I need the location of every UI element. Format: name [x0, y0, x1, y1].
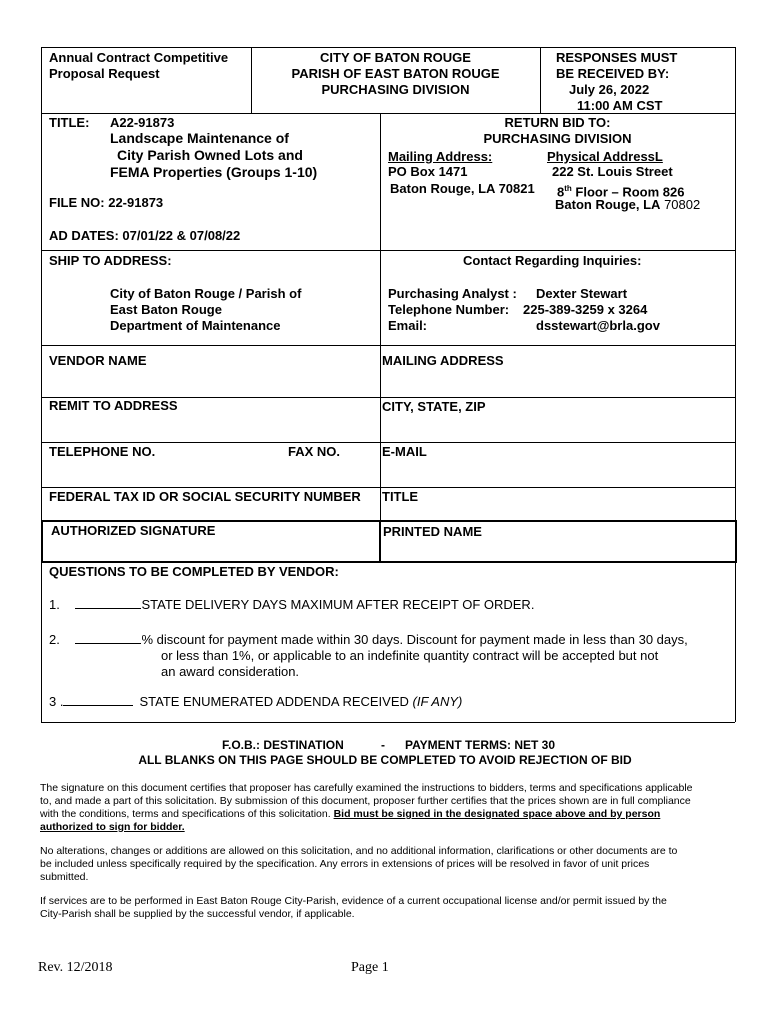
question-1 [49, 597, 534, 613]
floor-suffix: th [564, 184, 572, 193]
license-line1: If services are to be performed in East Baton Rouge City-Parish, evidence of a current occupational license and/or permit issued by the [40, 895, 667, 907]
header-center-line2: PARISH OF EAST BATON ROUGE [291, 66, 500, 81]
question-1-text: STATE DELIVERY DAYS MAXIMUM AFTER RECEIPT OF ORDER. [141, 597, 535, 612]
physical-city: Baton Rouge, LA [555, 197, 661, 212]
signature-field[interactable]: AUTHORIZED SIGNATURE [51, 523, 216, 538]
certification-line3 [40, 808, 734, 821]
vendor-name-field[interactable]: VENDOR NAME [49, 353, 147, 368]
certification-line2: to, and made a part of this solicitation. By submission of this document, proposer further certifies that the prices shown are in full compliance [40, 795, 691, 807]
return-bid-heading [380, 115, 735, 147]
mailing-address-label: Mailing Address: [388, 149, 493, 164]
questions-heading: QUESTIONS TO BE COMPLETED BY VENDOR: [49, 564, 339, 579]
question-3-text: STATE ENUMERATED ADDENDA RECEIVED [139, 694, 409, 709]
contact-values [523, 286, 660, 334]
title-line1: Landscape Maintenance of [110, 130, 289, 146]
physical-line1: 222 St. Louis Street [552, 164, 673, 179]
analyst-email: dsstewart@brla.gov [536, 318, 660, 333]
physical-zip: 70802 [664, 197, 701, 212]
payment-terms: PAYMENT TERMS: NET 30 [405, 738, 556, 752]
delivery-days-blank[interactable] [75, 608, 141, 609]
certification-line1: The signature on this document certifies that proposer has carefully examined the instructions to bidders, terms and specifications applicable [40, 782, 693, 794]
fob-terms: F.O.B.: DESTINATION [222, 738, 344, 752]
printed-name-field[interactable]: PRINTED NAME [383, 524, 482, 539]
revision-date: Rev. 12/2018 [38, 960, 113, 975]
alterations-line3: submitted. [40, 871, 89, 883]
header-left-line2: Proposal Request [49, 66, 160, 81]
phone-label: Telephone Number: [388, 302, 510, 317]
question-2-number: 2. [49, 632, 60, 647]
question-2-line3: an award consideration. [161, 664, 300, 679]
solicitation-number: A22-91873 [110, 115, 175, 130]
header-left-line1: Annual Contract Competitive [49, 50, 229, 65]
header-right-line1: RESPONSES MUST [556, 50, 678, 65]
ship-to-line1: City of Baton Rouge / Parish of [110, 286, 302, 301]
due-date: July 26, 2022 [569, 82, 650, 97]
email-label: Email: [388, 318, 428, 333]
mailing-address-field[interactable]: MAILING ADDRESS [382, 353, 504, 368]
header-right-line2: BE RECEIVED BY: [556, 66, 670, 81]
analyst-label: Purchasing Analyst : [388, 286, 517, 301]
certification-line4: authorized to sign for bidder. [40, 821, 185, 833]
due-time: 11:00 AM CST [577, 98, 663, 113]
alterations-line1: No alterations, changes or additions are allowed on this solicitation, and no additional information, clarifications or other documents are to [40, 845, 678, 857]
analyst-phone: 225-389-3259 x 3264 [523, 302, 648, 317]
blanks-warning: ALL BLANKS ON THIS PAGE SHOULD BE COMPLETED TO AVOID REJECTION OF BID [138, 753, 632, 767]
return-bid-line1: RETURN BID TO: [504, 115, 611, 130]
addenda-blank[interactable] [63, 705, 133, 706]
telephone-field[interactable]: TELEPHONE NO. [49, 444, 156, 459]
ship-to-address [110, 286, 301, 334]
alterations-line2: be included unless specifically required by the specification. Any errors in extensions of prices will be resolved in favor of unit prices [40, 858, 650, 870]
file-number: FILE NO: 22-91873 [49, 195, 164, 210]
ship-to-line3: Department of Maintenance [110, 318, 281, 333]
ship-to-label: SHIP TO ADDRESS: [49, 253, 172, 268]
contact-label: Contact Regarding Inquiries: [463, 253, 642, 268]
contact-labels [388, 286, 517, 334]
fax-field[interactable]: FAX NO. [288, 444, 341, 459]
mailing-line2: Baton Rouge, LA 70821 [390, 181, 535, 196]
header-center-line3: PURCHASING DIVISION [321, 82, 470, 97]
header-left [49, 50, 228, 82]
return-bid-line2: PURCHASING DIVISION [483, 131, 632, 146]
ad-dates: AD DATES: 07/01/22 & 07/08/22 [49, 228, 241, 243]
alterations-paragraph [40, 845, 734, 884]
title-line2: City Parish Owned Lots and [117, 147, 303, 163]
physical-address-label: Physical AddressL [547, 149, 663, 164]
header-center-line1: CITY OF BATON ROUGE [320, 50, 471, 65]
question-2-line1: % discount for payment made within 30 days. Discount for payment made in less than 30 days, [141, 632, 688, 647]
discount-blank[interactable] [75, 643, 141, 644]
city-state-zip-field[interactable]: CITY, STATE, ZIP [382, 399, 486, 414]
terms-dash: - [381, 738, 385, 752]
title-label: TITLE: [49, 115, 90, 130]
email-field[interactable]: E-MAIL [382, 444, 427, 459]
remit-to-field[interactable]: REMIT TO ADDRESS [49, 398, 178, 413]
header-right [540, 50, 725, 114]
page-number: Page 1 [351, 960, 389, 975]
question-3 [49, 694, 462, 710]
certification-paragraph [40, 782, 734, 834]
title-field[interactable]: TITLE [382, 489, 419, 504]
floor-number: 8 [557, 184, 565, 200]
physical-line3 [555, 197, 700, 213]
header-center [251, 50, 540, 98]
tax-id-field[interactable]: FEDERAL TAX ID OR SOCIAL SECURITY NUMBER [49, 489, 361, 504]
question-3-number: 3 . [49, 694, 64, 709]
license-paragraph [40, 895, 734, 921]
mailing-line1: PO Box 1471 [388, 164, 468, 179]
ship-to-line2: East Baton Rouge [110, 302, 222, 317]
signature-requirement: Bid must be signed in the designated space above and by person [333, 808, 661, 820]
question-2 [49, 632, 688, 648]
license-line2: City-Parish shall be supplied by the successful vendor, if applicable. [40, 908, 355, 920]
question-2-line2: or less than 1%, or applicable to an indefinite quantity contract will be accepted but not [161, 648, 659, 663]
analyst-name: Dexter Stewart [536, 286, 628, 301]
title-line3: FEMA Properties (Groups 1-10) [110, 164, 318, 180]
question-1-number: 1. [49, 597, 60, 612]
floor-room: Floor – Room 826 [571, 184, 685, 200]
question-3-note: (IF ANY) [412, 694, 463, 709]
certification-line3-a: with the conditions, terms and specifications of this solicitation. [40, 808, 331, 820]
